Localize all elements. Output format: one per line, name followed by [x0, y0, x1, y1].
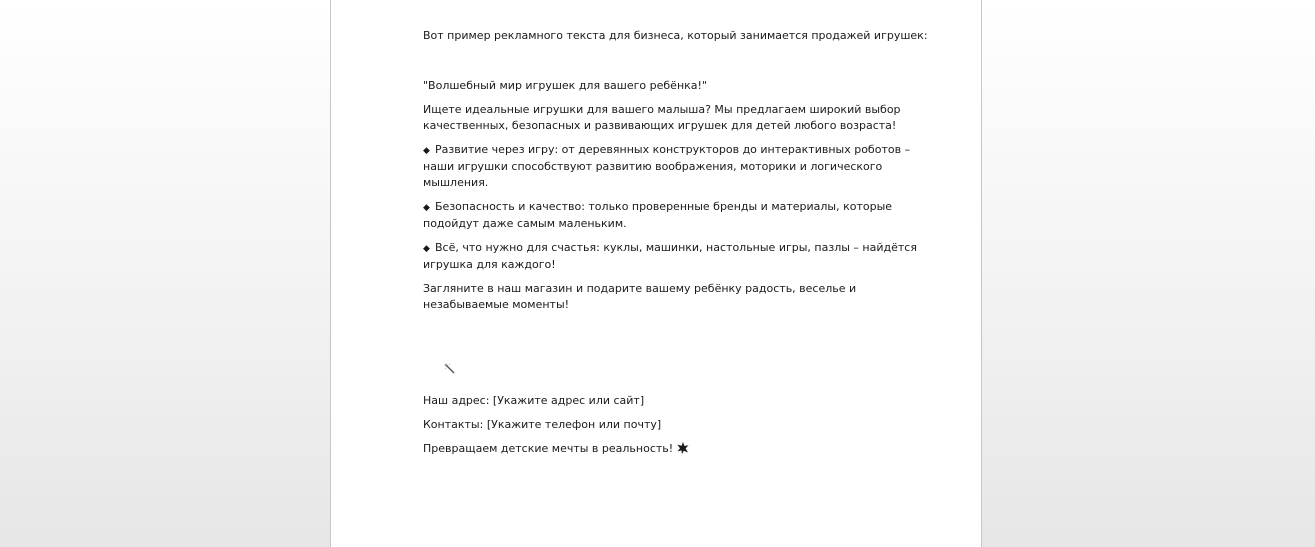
- cta-paragraph: Загляните в наш магазин и подарите вашему ребёнку радость, веселье и незабываемые моменты!: [423, 282, 860, 311]
- empty-line: [423, 44, 943, 78]
- diamond-bullet-icon: ◆: [423, 146, 430, 156]
- spacer: [423, 134, 943, 142]
- spacer: [423, 94, 943, 102]
- spacer: [423, 232, 943, 240]
- bullet-paragraph-1: [423, 142, 943, 191]
- bullet-paragraph-3: [423, 240, 943, 273]
- lead-paragraph: Ищете идеальные игрушки для вашего малыша? Мы предлагаем широкий выбор качественных, безопасных и развивающих игрушек для детей любого возраста!: [423, 103, 905, 132]
- intro-paragraph: Вот пример рекламного текста для бизнеса, который занимается продажей игрушек:: [423, 29, 928, 42]
- closing-text: Превращаем детские мечты в реальность!: [423, 442, 674, 455]
- bullet-text: Всё, что нужно для счастья: куклы, машинки, настольные игры, пазлы – найдётся игрушка для каждого!: [423, 241, 921, 271]
- closing-paragraph: [423, 441, 943, 457]
- sparkle-icon: [677, 442, 689, 454]
- diamond-bullet-icon: ◆: [423, 244, 430, 254]
- contacts-paragraph: Контакты: [Укажите телефон или почту]: [423, 418, 662, 431]
- diamond-bullet-icon: ◆: [423, 203, 430, 213]
- bullet-text: Безопасность и качество: только проверенные бренды и материалы, которые подойдут даже самым маленьким.: [423, 200, 896, 230]
- spacer: [423, 433, 943, 441]
- document-body[interactable]: [423, 28, 943, 457]
- spacer: [423, 273, 943, 281]
- bullet-text: Развитие через игру: от деревянных конструкторов до интерактивных роботов – наши игрушки способствуют развитию воображения, моторики и логического мышления.: [423, 143, 914, 189]
- magic-wand-icon: [444, 331, 456, 343]
- spacer: [423, 191, 943, 199]
- spacer: [423, 409, 943, 417]
- headline-paragraph: "Волшебный мир игрушек для вашего ребёнка!": [423, 79, 707, 92]
- cta-icon-line: [423, 313, 943, 361]
- document-page[interactable]: [330, 0, 982, 547]
- bullet-paragraph-2: [423, 199, 943, 232]
- address-paragraph: Наш адрес: [Укажите адрес или сайт]: [423, 394, 645, 407]
- empty-line: [423, 361, 943, 393]
